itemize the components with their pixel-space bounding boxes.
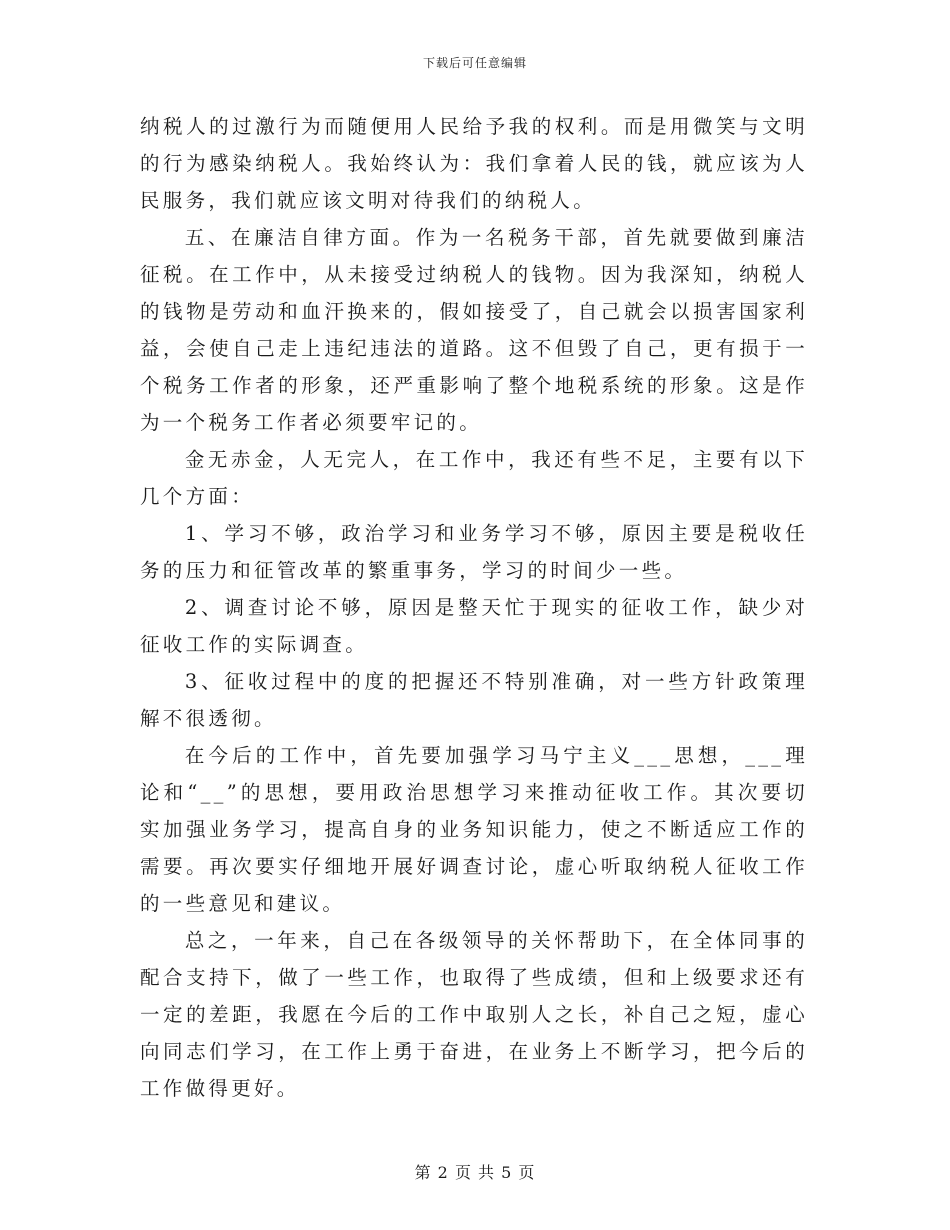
paragraph-future-plans: 在今后的工作中，首先要加强学习马宁主义___思想，___理论和“__”的思想，要用政治思想学习来推动征收工作。其次要切实加强业务学习，提高自身的业务知识能力，使之不断适应工作的需要。再次要实仔细地开展好调查讨论，虚心听取纳税人征收工作的一些意见和建议。 xyxy=(140,744,808,915)
paragraph-conclusion: 总之，一年来，自己在各级领导的关怀帮助下，在全体同事的配合支持下，做了一些工作，也取得了些成绩，但和上级要求还有一定的差距，我愿在今后的工作中取别人之长，补自己之短，虚心向同志们学习，在工作上勇于奋进，在业务上不断学习，把今后的工作做得更好。 xyxy=(140,929,808,1100)
paragraph-shortcomings-intro: 金无赤金，人无完人，在工作中，我还有些不足，主要有以下几个方面： xyxy=(140,448,808,508)
paragraph-shortcoming-1: 1、学习不够，政治学习和业务学习不够，原因主要是税收任务的压力和征管改革的繁重事务，学习的时间少一些。 xyxy=(140,522,808,582)
header-note: 下载后可任意编辑 xyxy=(422,56,527,70)
paragraph-shortcoming-2: 2、调查讨论不够，原因是整天忙于现实的征收工作，缺少对征收工作的实际调查。 xyxy=(140,596,808,656)
page-number: 第 2 页 共 5 页 xyxy=(414,1163,536,1182)
paragraph-continuation: 纳税人的过激行为而随便用人民给予我的权利。而是用微笑与文明的行为感染纳税人。我始终认为：我们拿着人民的钱，就应该为人民服务，我们就应该文明对待我们的纳税人。 xyxy=(140,115,808,212)
document-body xyxy=(140,108,808,1107)
paragraph-integrity: 五、在廉洁自律方面。作为一名税务干部，首先就要做到廉洁征税。在工作中，从未接受过纳税人的钱物。因为我深知，纳税人的钱物是劳动和血汗换来的，假如接受了，自己就会以损害国家利益，会使自己走上违纪违法的道路。这不但毁了自己，更有损于一个税务工作者的形象，还严重影响了整个地税系统的形象。这是作为一个税务工作者必须要牢记的。 xyxy=(140,226,808,434)
paragraph-shortcoming-3: 3、征收过程中的度的把握还不特别准确，对一些方针政策理解不很透彻。 xyxy=(140,670,808,730)
